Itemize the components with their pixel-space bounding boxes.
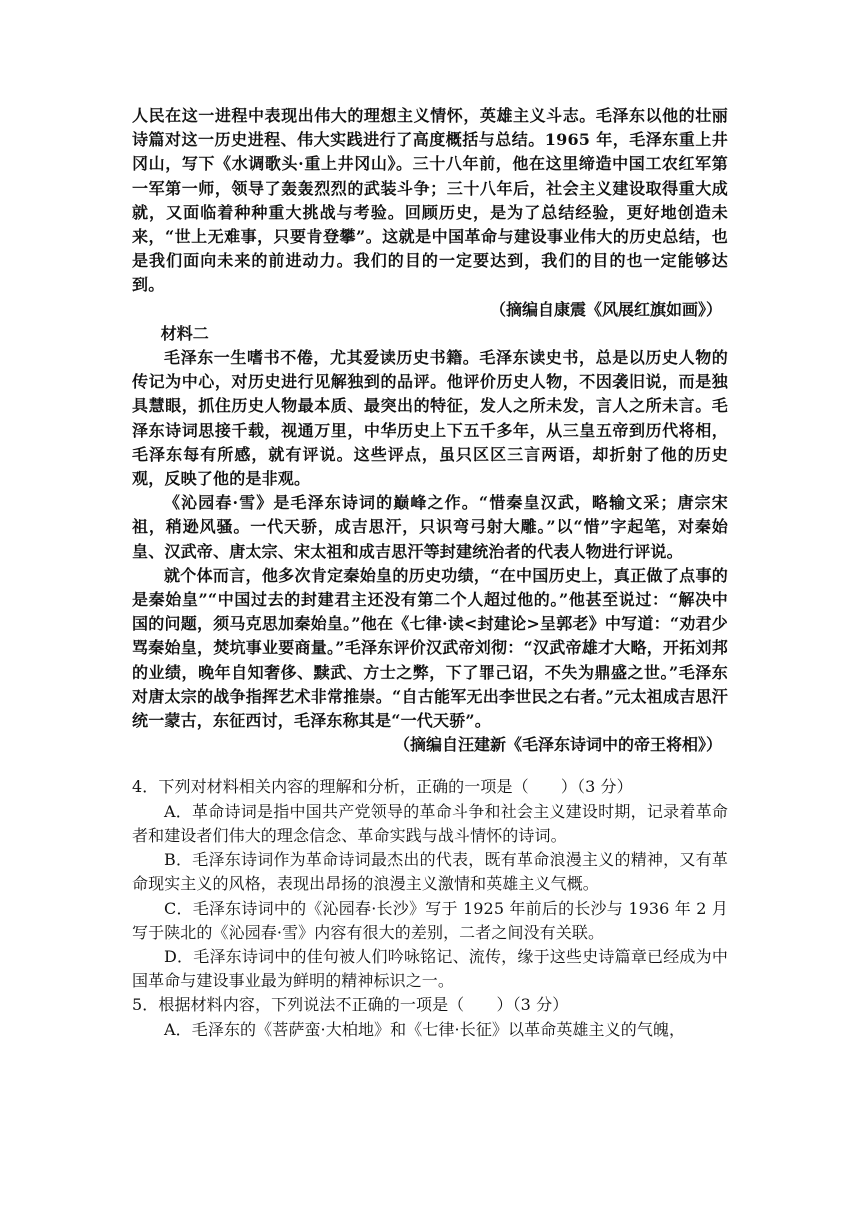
question-4 — [132, 775, 728, 993]
material-two-heading: 材料二 — [160, 323, 209, 343]
option-c: C．毛泽东诗词中的《沁园春·长沙》写于 1925 年前后的长沙与 1936 年 2 月写于陕北的《沁园春·雪》内容有很大的差别，二者之间没有关联。 — [132, 898, 728, 942]
question-stem: 4．下列对材料相关内容的理解和分析，正确的一项是（ ）（3 分） — [132, 777, 633, 797]
material-two-paragraph: 就个体而言，他多次肯定秦始皇的历史功绩，“在中国历史上，真正做了点事的是秦始皇”“中国过去的封建君主还没有第二个人超过他的。”他甚至说过：“解决中国的问题，须马克思加秦始皇。”他在《七律·读<封建论>呈郭老》中写道：“劝君少骂秦始皇，焚坑事业要商量。”毛泽东评价汉武帝刘彻：“汉武帝雄才大略，开拓刘邦的业绩，晚年自知奢侈、黩武、方士之弊，下了罪己诏，不失为鼎盛之世。”毛泽东对唐太宗的战争指挥艺术非常推崇。“自古能军无出李世民之右者。”元太祖成吉思汗统一蒙古，东征西讨，毛泽东称其是“一代天骄”。 — [132, 565, 728, 731]
option-b: B．毛泽东诗词作为革命诗词最杰出的代表，既有革命浪漫主义的精神，又有革命现实主义的风格，表现出昂扬的浪漫主义激情和英雄主义气概。 — [132, 850, 728, 894]
question-stem: 5．根据材料内容，下列说法不正确的一项是（ ）（3 分） — [132, 995, 569, 1015]
option-a: A．毛泽东的《菩萨蛮·大柏地》和《七律·长征》以革命英雄主义的气魄， — [164, 1019, 686, 1039]
material-one-source: （摘编自康震《风展红旗如画》） — [489, 299, 722, 319]
option-a: A．革命诗词是指中国共产党领导的革命斗争和社会主义建设时期，记录着革命者和建设者们伟大的理念信念、革命实践与战斗情怀的诗词。 — [132, 801, 728, 845]
material-two-paragraph: 《沁园春·雪》是毛泽东诗词的巅峰之作。“惜秦皇汉武，略输文采；唐宗宋祖，稍逊风骚。一代天骄，成吉思汗，只识弯弓射大雕。”以“惜”字起笔，对秦始皇、汉武帝、唐太宗、宋太祖和成吉思汗等封建统治者的代表人物进行评说。 — [132, 493, 728, 561]
material-two-section — [132, 346, 728, 733]
option-d: D．毛泽东诗词中的佳句被人们吟咏铭记、流传，缘于这些史诗篇章已经成为中国革命与建设事业最为鲜明的精神标识之一。 — [132, 946, 728, 991]
question-list — [132, 775, 728, 1041]
material-two-source: （摘编自汪建新《毛泽东诗词中的帝王将相》） — [393, 735, 722, 755]
question-5 — [132, 993, 728, 1041]
material-one-continuation-paragraph: 人民在这一进程中表现出伟大的理想主义情怀，英雄主义斗志。毛泽东以他的壮丽诗篇对这一历史进程、伟大实践进行了高度概括与总结。1965 年，毛泽东重上井冈山，写下《水调歌头·重上井冈山》。三十八年前，他在这里缔造中国工农红军第一军第一师，领导了轰轰烈烈的武装斗争；三十八年后，社会主义建设取得重大成就，又面临着种种重大挑战与考验。回顾历史，是为了总结经验，更好地创造未来，“世上无难事，只要肯登攀”。这就是中国革命与建设事业伟大的历史总结，也是我们面向未来的前进动力。我们的目的一定要达到，我们的目的也一定能够达到。 — [132, 106, 728, 295]
material-one-section — [132, 104, 728, 298]
material-two-paragraph: 毛泽东一生嗜书不倦，尤其爱读历史书籍。毛泽东读史书，总是以历史人物的传记为中心，对历史进行见解独到的品评。他评价历史人物，不因袭旧说，而是独具慧眼，抓住历史人物最本质、最突出的特征，发人之所未发，言人之所未言。毛泽东诗词思接千载，视通万里，中华历史上下五千多年，从三皇五帝到历代将相，毛泽东每有所感，就有评说。这些评点，虽只区区三言两语，却折射了他的历史观，反映了他的是非观。 — [132, 348, 728, 489]
